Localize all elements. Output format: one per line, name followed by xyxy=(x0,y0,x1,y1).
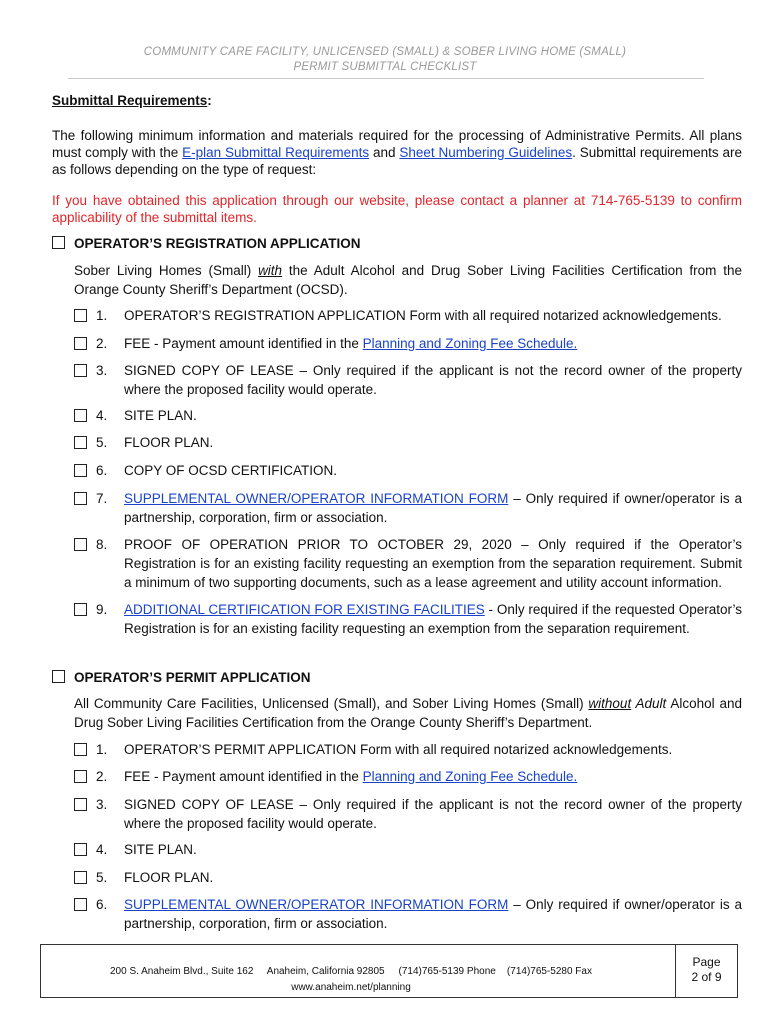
permit-heading: OPERATOR’S PERMIT APPLICATION xyxy=(52,670,311,685)
registration-checkbox[interactable] xyxy=(52,236,65,249)
additional-certification-link[interactable]: ADDITIONAL CERTIFICATION FOR EXISTING FACILITIES xyxy=(124,602,485,617)
page-label: Page xyxy=(692,955,721,969)
page-number: 2 of 9 xyxy=(691,970,722,984)
checkbox[interactable] xyxy=(74,603,87,616)
supplemental-form-link[interactable]: SUPPLEMENTAL OWNER/OPERATOR INFORMATION FORM xyxy=(124,491,509,506)
footer-website: www.anaheim.net/planning xyxy=(291,982,411,993)
registration-description: Sober Living Homes (Small) with the Adult Alcohol and Drug Sober Living Facilities Certification from the Orange County Sheriff’s Department (OCSD). xyxy=(74,263,742,297)
checkbox[interactable] xyxy=(74,538,87,551)
fee-schedule-link[interactable]: Planning and Zoning Fee Schedule. xyxy=(362,769,578,784)
submittal-requirements-title: Submittal Requirements: xyxy=(52,93,212,108)
checkbox[interactable] xyxy=(74,798,87,811)
footer-address-block xyxy=(41,964,661,996)
permit-checkbox[interactable] xyxy=(52,670,65,683)
checkbox[interactable] xyxy=(74,337,87,350)
document-header-line2: PERMIT SUBMITTAL CHECKLIST xyxy=(293,61,477,73)
supplemental-form-link[interactable]: SUPPLEMENTAL OWNER/OPERATOR INFORMATION FORM xyxy=(124,897,509,912)
registration-heading: OPERATOR’S REGISTRATION APPLICATION xyxy=(52,236,361,251)
checkbox[interactable] xyxy=(74,436,87,449)
permit-description: All Community Care Facilities, Unlicensed (Small), and Sober Living Homes (Small) without Adult Alcohol and Drug Sober Living Facilities Certification from the Orange County Sheriff’s Department. xyxy=(74,696,742,730)
checkbox[interactable] xyxy=(74,409,87,422)
fee-schedule-link[interactable]: Planning and Zoning Fee Schedule. xyxy=(362,336,578,351)
document-header-line1: COMMUNITY CARE FACILITY, UNLICENSED (SMALL) & SOBER LIVING HOME (SMALL) xyxy=(143,46,627,58)
eplan-requirements-link[interactable]: E-plan Submittal Requirements xyxy=(182,145,370,160)
checkbox[interactable] xyxy=(74,492,87,505)
checkbox[interactable] xyxy=(74,770,87,783)
checkbox[interactable] xyxy=(74,843,87,856)
page-footer xyxy=(40,944,738,998)
checkbox[interactable] xyxy=(74,743,87,756)
header-divider xyxy=(68,78,704,79)
checkbox[interactable] xyxy=(74,871,87,884)
checkbox[interactable] xyxy=(74,364,87,377)
checkbox[interactable] xyxy=(74,898,87,911)
page-number-box xyxy=(675,945,737,997)
checkbox[interactable] xyxy=(74,464,87,477)
sheet-numbering-link[interactable]: Sheet Numbering Guidelines xyxy=(399,145,573,160)
checkbox[interactable] xyxy=(74,309,87,322)
planner-notice: If you have obtained this application through our website, please contact a planner at 714-765-5139 to confirm applicability of the submittal items. xyxy=(52,193,742,225)
footer-address: 200 S. Anaheim Blvd., Suite 162 Anaheim, California 92805 (714)765-5139 Phone (714)765-5280 Fax xyxy=(110,966,592,977)
submittal-intro: The following minimum information and materials required for the processing of Administrative Permits. All plans must comply with the E-plan Submittal Requirements and Sheet Numbering Guidelines. Submittal requirements are as follows depending on the type of request: xyxy=(52,128,742,177)
